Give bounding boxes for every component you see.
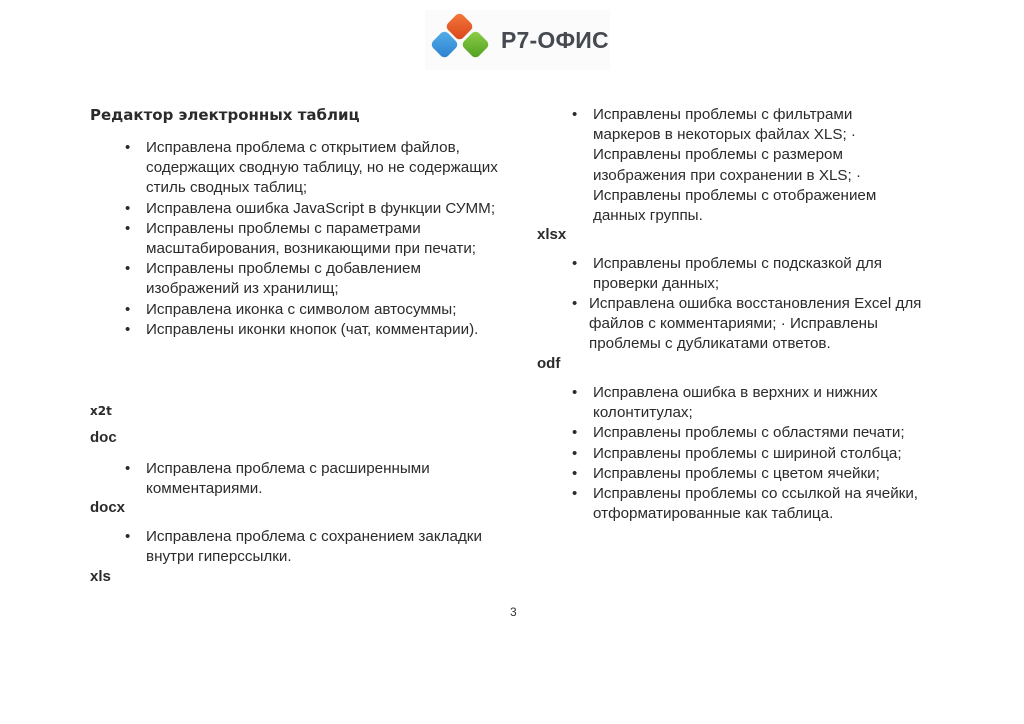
bullet-icon: • — [125, 199, 131, 217]
section-title-xlsx: xlsx — [537, 226, 567, 243]
list-item-text: Исправлена ошибка в верхних и нижних колонтитулах; — [593, 384, 878, 422]
list-item-text: Исправлена проблема с открытием файлов, содержащих сводную таблицу, но не содержащих стиль сводных таблиц; — [146, 139, 498, 197]
bullet-icon: • — [572, 464, 578, 482]
list-item — [125, 219, 506, 259]
bullet-icon: • — [125, 219, 131, 237]
list-item — [125, 300, 506, 320]
section-title-docx: docx — [90, 499, 126, 516]
list-item-text: Исправлены проблемы с областями печати; — [593, 424, 905, 442]
bullet-icon: • — [125, 260, 131, 278]
list-item — [572, 105, 923, 226]
list-item-text: Исправлены проблемы с цветом ячейки; — [593, 464, 880, 482]
list-item-text: Исправлены проблемы с фильтрами маркеров в некоторых файлах XLS; · Исправлены проблемы с размером изображения при сохранении в XLS; · Исправлены проблемы с отображением данных группы. — [593, 106, 877, 225]
xlsx-fixes-list-2 — [572, 294, 941, 355]
bullet-icon: • — [125, 320, 131, 338]
list-item — [125, 527, 506, 567]
list-item — [125, 459, 506, 499]
bullet-icon: • — [572, 424, 578, 442]
section-title-xls: xls — [90, 568, 111, 585]
bullet-icon: • — [572, 106, 578, 123]
bullet-icon: • — [125, 460, 131, 477]
list-item — [572, 254, 923, 294]
list-item-text: Исправлены проблемы с подсказкой для проверки данных; — [593, 255, 882, 293]
list-item-text: Исправлена иконка с символом автосуммы; — [146, 300, 457, 318]
odf-fixes-list — [572, 383, 943, 524]
list-item — [125, 320, 506, 340]
list-item — [125, 138, 506, 199]
list-item — [572, 294, 941, 355]
bullet-icon: • — [572, 444, 578, 462]
list-item — [125, 199, 506, 219]
page-number: 3 — [510, 605, 517, 619]
bullet-icon: • — [125, 300, 131, 318]
list-item-text: Исправлены проблемы с шириной столбца; — [593, 444, 902, 462]
list-item-text: Исправлены иконки кнопок (чат, комментарии). — [146, 320, 479, 338]
logo — [425, 10, 610, 70]
list-item-text: Исправлены проблемы с параметрами масштабирования, возникающими при печати; — [146, 219, 477, 258]
bullet-icon: • — [572, 255, 578, 272]
bullet-icon: • — [125, 139, 131, 156]
section-title-x2t: x2t — [90, 404, 112, 418]
xls-fixes-list — [572, 105, 923, 226]
bullet-icon: • — [572, 485, 578, 503]
list-item-text: Исправлены проблемы со ссылкой на ячейки, отформатированные как таблица. — [593, 485, 919, 523]
list-item-text: Исправлена проблема с расширенными комментариями. — [146, 460, 430, 498]
doc-fixes-list — [125, 459, 506, 499]
list-item-text: Исправлена проблема с сохранением закладки внутри гиперссылки. — [146, 528, 482, 566]
bullet-icon: • — [572, 295, 578, 312]
list-item — [125, 259, 506, 299]
list-item — [572, 464, 943, 484]
logo-brand-text: Р7-ОФИС — [501, 27, 609, 53]
list-item-text: Исправлена ошибка JavaScript в функции СУММ; — [146, 199, 496, 217]
section-title-doc: doc — [90, 429, 117, 446]
list-item — [572, 444, 943, 464]
docx-fixes-list — [125, 527, 506, 567]
list-item-text: Исправлены проблемы с добавлением изображений из хранилищ; — [146, 260, 421, 298]
spreadsheet-fixes-list — [125, 138, 506, 340]
list-item — [572, 383, 943, 423]
bullet-icon: • — [572, 384, 578, 401]
bullet-icon: • — [125, 528, 131, 545]
list-item-text: Исправлена ошибка восстановления Excel для файлов с комментариями; · Исправлены проблемы с дубликатами ответов. — [589, 295, 922, 353]
section-title-spreadsheet-editor: Редактор электронных таблиц — [90, 106, 360, 124]
xlsx-fixes-list — [572, 254, 923, 294]
list-item — [572, 423, 943, 443]
section-title-odf: odf — [537, 355, 561, 372]
list-item — [572, 484, 943, 524]
